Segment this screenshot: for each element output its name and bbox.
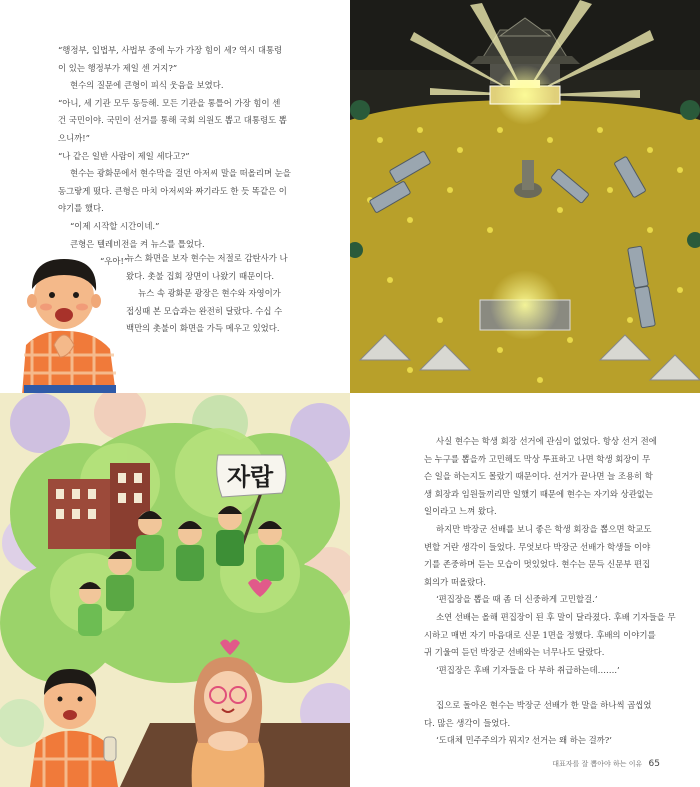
flag-label: 자랍 [226, 463, 274, 491]
text-line: 동그랗게 떴다. 큰형은 마치 아저씨와 짜기라도 한 듯 똑같은 이 [58, 185, 287, 196]
page-number: 65 [648, 759, 660, 769]
text-line: 큰형은 텔레비전을 켜 뉴스를 틀었다. [70, 238, 205, 249]
text-line: 회의가 떠올랐다. [424, 576, 486, 587]
text-line: 생 회장과 임원들끼리만 일했기 때문에 현수는 자기와 상관없는 [424, 488, 653, 499]
text-line: “아니, 세 기관 모두 동등해. 모든 기관을 통틀어 가장 힘이 센 [58, 97, 281, 108]
footer-chapter-title: 대표자를 잘 뽑아야 하는 이유 [552, 760, 643, 768]
text-line: 다. 많은 생각이 들었다. [424, 717, 511, 728]
text-line [424, 679, 686, 697]
candlelight-rally-illustration [350, 0, 700, 393]
boy-illustration [2, 245, 132, 393]
text-line: ‘도대체 민주주의가 뭐지? 선거는 왜 하는 걸까?’ [436, 735, 612, 746]
text-line: 뉴스 속 광화문 광장은 현수와 자영이가 [138, 288, 281, 299]
text-line: 집으로 돌아온 현수는 박장군 선배가 한 말을 하나씩 곱씹었 [436, 699, 652, 710]
text-line: 사실 현수는 학생 회장 선거에 관심이 없었다. 항상 선거 전에 [436, 436, 657, 446]
text-line: 현수는 광화문에서 현수막을 걸던 아저씨 말을 떠올리며 눈을 [70, 168, 291, 179]
text-line: 슨 일을 하는지도 몰랐기 때문이다. 선거가 끝나면 늘 조용히 학 [424, 471, 653, 482]
text-line: 소연 선배는 올해 편집장이 된 후 말이 달라졌다. 후배 기자들을 무 [436, 611, 676, 622]
text-line: 귀 기울여 듣던 박장군 선배와는 너무나도 달랐다. [424, 647, 605, 658]
story-text-side [126, 250, 338, 338]
text-line: 뉴스 화면을 보자 현수는 저절로 감탄사가 나 [126, 253, 288, 263]
text-line: “이제 시작할 시간이네.” [70, 220, 160, 231]
text-line: 하지만 박장군 선배를 보니 좋은 학생 회장을 뽑으면 학교도 [436, 523, 652, 534]
text-line: “나 같은 일반 사람이 제일 세다고?” [58, 150, 190, 161]
text-line: 왔다. 촛불 집회 장면이 나왔기 때문이다. [126, 270, 275, 281]
text-line: 현수의 질문에 큰형이 피식 웃음을 보였다. [70, 80, 224, 91]
text-line: 이 있는 행정부가 제일 센 거지?” [58, 62, 178, 73]
text-line: 백만의 촛불이 화면을 가득 메우고 있었다. [126, 323, 280, 334]
text-line: 야기를 했다. [58, 203, 104, 214]
text-line: 접싱때 본 모습과는 완전히 달랐다. 수십 수 [126, 305, 283, 316]
page-bottom-left [0, 393, 350, 787]
page-top-left [0, 0, 350, 393]
text-line: ‘편집장을 뽑을 때 좀 더 신중하게 고민할걸.’ [436, 594, 598, 605]
page-top-right [350, 0, 700, 393]
story-text-bottom-right [424, 433, 686, 750]
students-march-illustration [0, 393, 350, 787]
text-line: 으니까!” [58, 132, 90, 143]
text-line: “행정부, 입법부, 사법부 중에 누가 가장 힘이 세? 역시 대통령 [58, 45, 283, 55]
story-text-top-left [58, 42, 338, 271]
text-line: ‘편집장은 후배 기자들을 다 부하 취급하는데…….’ [436, 664, 620, 675]
text-line: 건 국민이야. 국민이 선거를 통해 국회 의원도 뽑고 대통령도 뽑 [58, 115, 287, 126]
text-line: 일이라고 느껴 왔다. [424, 506, 497, 517]
text-line: 시하고 매번 자기 마음대로 신문 1면을 정했다. 후배의 이야기를 [424, 629, 656, 640]
text-line: 변할 거란 생각이 들었다. 무엇보다 박장군 선배가 학생들 이야 [424, 541, 651, 552]
text-line: 기를 존중하며 듣는 모습이 멋있었다. 현수는 문득 신문부 편집 [424, 559, 651, 570]
text-line: “우아!” [100, 256, 129, 267]
text-line: 는 누구를 뽑을까 고민해도 막상 투표하고 나면 학생 회장이 무 [424, 453, 651, 464]
page-footer [552, 759, 660, 769]
